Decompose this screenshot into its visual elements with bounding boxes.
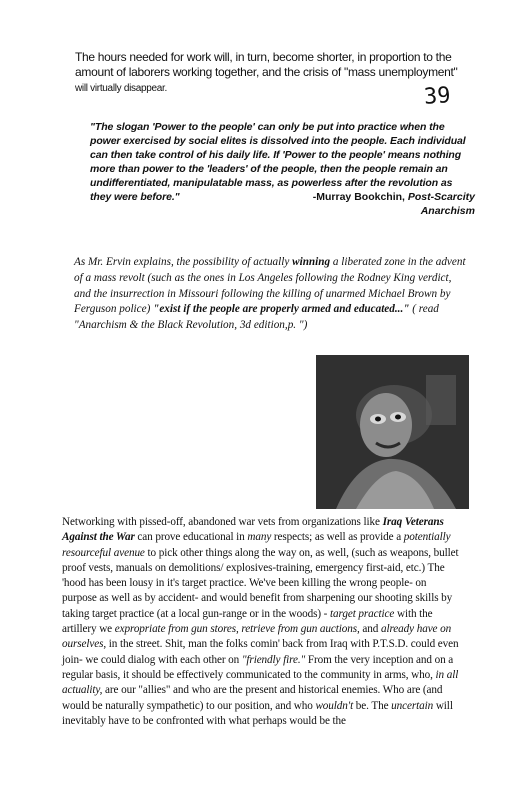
body-emphasis-friendly-fire: "friendly fire." [241,653,306,666]
quote-attribution [280,190,475,218]
portrait-image [316,355,469,509]
ervin-emphasis-armed: "exist if the people are properly armed and educated..." [153,303,410,316]
body-emphasis-many: many [247,531,272,544]
intro-line-3: will virtually disappear. [75,83,167,94]
ervin-text-3: ( read "Anarchism & the Black Revolution, 3d edition,p. ") [74,303,439,332]
body-text-1: Networking with pissed-off, abandoned war vets from organizations like [62,516,383,528]
intro-line-2: amount of laborers working together, and the crisis of "mass unemployment" [75,65,458,79]
body-text-10: be. The [353,699,392,712]
intro-paragraph [75,50,460,95]
body-text-11: will inevitably have to be confronted with what perhaps would be the [62,699,453,727]
body-emphasis-uncertain: uncertain [391,699,434,712]
body-paragraph [62,515,463,729]
body-emphasis-target: target practice [330,607,395,620]
body-text-8: From the very inception and on a regular basis, it should be effectively communicated to the community in arms, who, [62,653,454,681]
ervin-emphasis-winning: winning [292,256,331,268]
body-org-name: Iraq Veterans Against the War [62,516,444,544]
ervin-paragraph [74,255,467,334]
bookchin-quote: "The slogan 'Power to the people' can only be put into practice when the power exercised by social elites is dissolved into the people. Each individual can then take control of his daily life. If 'Power to the people' means nothing more than power to the 'leaders' of the people, then the people remain an undifferentiated, manipulatable mass, as powerless after the revolution as they were before." [90,121,466,203]
body-emphasis-already: already have on ourselves [62,623,452,651]
portrait-photo [316,355,469,509]
quote-author: -Murray Bookchin, [312,191,408,203]
body-emphasis-expropriate: expropriate from gun stores, retrieve from gun auctions, [114,623,360,636]
body-text-2: can prove educational in [134,531,248,544]
ervin-text-2: a liberated zone in the advent of a mass revolt (such as the ones in Los Angeles following the Rodney King verdict, and the insurrection in Missouri following the killing of unarmed Michael Brown by Ferguson police) [74,256,466,316]
quote-work-title: Post-Scarcity Anarchism [407,191,475,217]
body-text-3: respects; as well as provide a [271,531,404,544]
body-emphasis-actuality: in all actuality, [62,668,459,697]
body-text-9: are our "allies" and who are the present and historical enemies. Who are (and would be naturally sympathetic) to our position, and who [62,684,443,712]
body-emphasis-wouldnt: wouldn't [315,699,354,712]
body-text-4: to pick other things along the way on, as well, (such as weapons, bullet proof vests, manuals on demolitions/ explosives-training, emergency first-aid, etc.) The 'hood has been lousy in it's target practice. We've been killing the wrong people- on purpose as well as by accident- and would benefit from sharpening our shooting skills by taking target practice (at a local gun-range or in the woods) - [62,546,459,620]
handwritten-page-number: 39 [423,83,452,110]
body-text-7: , in the street. Shit, man the folks comin' back from Iraq with P.T.S.D. could even join- we could dialog with each other on [62,638,459,666]
ervin-text-1: As Mr. Ervin explains, the possibility of actually [74,256,293,268]
body-text-5: with the artillery we [62,607,433,636]
body-text-6: and [359,623,381,636]
intro-line-1: The hours needed for work will, in turn, become shorter, in proportion to the [75,50,452,64]
body-emphasis-avenue: potentially resourceful avenue [62,531,451,559]
